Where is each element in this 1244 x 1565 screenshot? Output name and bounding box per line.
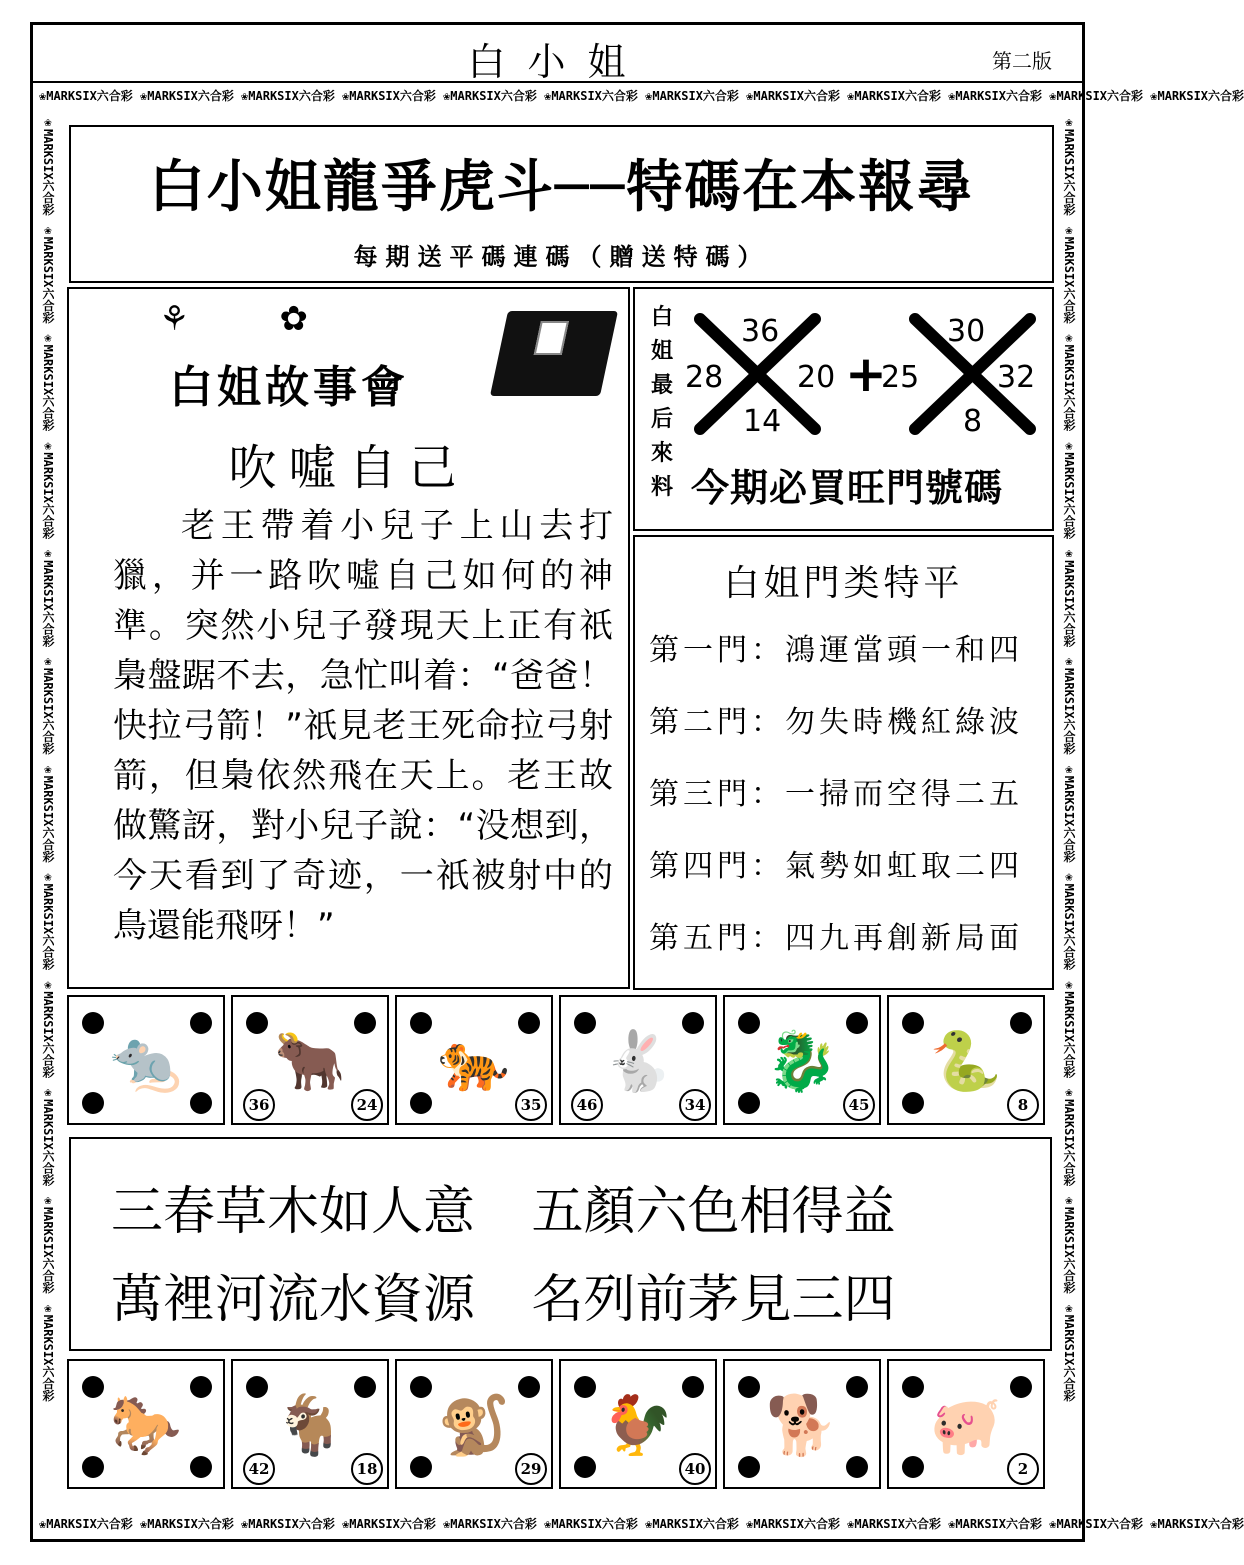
story-box	[67, 287, 630, 989]
g2-bottom: 8	[963, 404, 983, 439]
zodiac-card	[231, 1359, 389, 1489]
coin-dot-icon	[518, 1012, 540, 1034]
plus-sign: +	[845, 345, 887, 403]
tiger-icon: 🐅	[437, 1027, 511, 1095]
pick-box	[633, 287, 1054, 531]
number-ball: 34	[679, 1089, 711, 1121]
coin-dot-icon	[190, 1012, 212, 1034]
page-header	[33, 25, 1082, 83]
number-ball: 46	[571, 1089, 603, 1121]
snake-icon: 🐍	[929, 1027, 1003, 1095]
edition-label: 第二版	[992, 49, 1052, 73]
coin-dot-icon	[902, 1456, 924, 1478]
poem-box	[69, 1137, 1052, 1351]
coin-dot-icon	[846, 1012, 868, 1034]
coin-dot-icon	[682, 1376, 704, 1398]
coin-dot-icon	[574, 1012, 596, 1034]
coin-dot-icon	[738, 1092, 760, 1114]
coin-dot-icon	[354, 1376, 376, 1398]
coin-dot-icon	[190, 1092, 212, 1114]
g2-right: 32	[997, 360, 1036, 395]
flower-icon: ✿	[279, 299, 398, 339]
zodiac-card	[395, 995, 553, 1125]
headline-box	[69, 125, 1054, 283]
number-ball: 18	[351, 1453, 383, 1485]
number-ball: 36	[243, 1089, 275, 1121]
book-icon	[490, 311, 618, 396]
pick-side-label: 白姐最后來料	[650, 305, 673, 500]
rat-icon: 🐀	[109, 1027, 183, 1095]
coin-dot-icon	[1010, 1376, 1032, 1398]
coin-dot-icon	[354, 1012, 376, 1034]
coin-dot-icon	[902, 1012, 924, 1034]
newspaper-page	[30, 22, 1244, 1542]
coin-dot-icon	[738, 1012, 760, 1034]
g1-top: 36	[741, 314, 780, 349]
gate-row: 第一門：鴻運當頭一和四	[649, 633, 1023, 668]
number-ball: 42	[243, 1453, 275, 1485]
zodiac-card	[231, 995, 389, 1125]
subheadline: 每期送平碼連碼（贈送特碼）	[353, 243, 770, 271]
zodiac-card	[67, 1359, 225, 1489]
coin-dot-icon	[410, 1376, 432, 1398]
coin-dot-icon	[1010, 1012, 1032, 1034]
gate-row: 第四門：氣勢如虹取二四	[649, 849, 1023, 884]
zodiac-card	[395, 1359, 553, 1489]
coin-dot-icon	[246, 1376, 268, 1398]
zodiac-card	[723, 1359, 881, 1489]
ox-icon: 🐂	[273, 1027, 347, 1095]
poem-line-2: 萬裡河流水資源 名列前茅見三四	[111, 1270, 896, 1330]
marksix-ribbon-left: ❀MARKSIX六合彩 ❀MARKSIX六合彩 ❀MARKSIX六合彩 ❀MARKSIX六合彩 ❀MARKSIX六合彩 ❀MARKSIX六合彩 ❀MARKSIX六合彩 ❀MARKSIX六合彩 ❀MARKSIX六合彩 ❀MARKSIX六合彩 ❀MARKSIX六合彩 ❀MARKSIX六合彩	[41, 115, 55, 1402]
goat-icon: 🐐	[273, 1391, 347, 1459]
pick-main-text: 今期必買旺門號碼	[691, 466, 1004, 510]
coin-dot-icon	[82, 1012, 104, 1034]
zodiac-card	[67, 995, 225, 1125]
dog-icon: 🐕	[765, 1391, 839, 1459]
coin-dot-icon	[846, 1456, 868, 1478]
gates-title: 白姐門类特平	[723, 563, 964, 604]
poem-line-1: 三春草木如人意 五顏六色相得益	[111, 1182, 896, 1242]
zodiac-row-bottom	[67, 1359, 1052, 1489]
coin-dot-icon	[574, 1376, 596, 1398]
coin-dot-icon	[82, 1376, 104, 1398]
pick-numbers-graphic	[685, 299, 1045, 449]
gate-row: 第三門：一掃而空得二五	[649, 777, 1023, 812]
marksix-ribbon-bottom: ❀MARKSIX六合彩 ❀MARKSIX六合彩 ❀MARKSIX六合彩 ❀MARKSIX六合彩 ❀MARKSIX六合彩 ❀MARKSIX六合彩 ❀MARKSIX六合彩 ❀MARKSIX六合彩 ❀MARKSIX六合彩 ❀MARKSIX六合彩 ❀MARKSIX六合彩 ❀MARKSIX六合彩	[39, 1517, 1244, 1531]
number-ball: 8	[1007, 1089, 1039, 1121]
coin-dot-icon	[738, 1376, 760, 1398]
page-title: 白小姐	[467, 40, 648, 84]
coin-dot-icon	[82, 1092, 104, 1114]
g2-left: 25	[881, 360, 920, 395]
coin-dot-icon	[190, 1456, 212, 1478]
story-body: 老王帶着小兒子上山去打獵，并一路吹噓自己如何的神準。突然小兒子發現天上正有祇梟盤踞不去，急忙叫着：“爸爸！快拉弓箭！”祇見老王死命拉弓射箭，但梟依然飛在天上。老王故做驚訝，對小兒子說：“没想到，今天看到了奇迹，一祇被射中的鳥還能飛呀！”	[113, 506, 613, 946]
zodiac-card	[887, 995, 1045, 1125]
gates-box	[633, 535, 1054, 990]
coin-dot-icon	[410, 1012, 432, 1034]
coin-dot-icon	[902, 1376, 924, 1398]
number-ball: 45	[843, 1089, 875, 1121]
coin-dot-icon	[682, 1012, 704, 1034]
zodiac-row-top	[67, 995, 1052, 1125]
coin-dot-icon	[410, 1456, 432, 1478]
rooster-icon: 🐓	[601, 1391, 675, 1459]
coin-dot-icon	[518, 1376, 540, 1398]
tulip-icon: ⚘	[159, 299, 280, 339]
horse-icon: 🐎	[109, 1391, 183, 1459]
coin-dot-icon	[190, 1376, 212, 1398]
zodiac-card	[559, 995, 717, 1125]
g1-bottom: 14	[743, 404, 782, 439]
rabbit-icon: 🐇	[601, 1027, 675, 1095]
number-ball: 40	[679, 1453, 711, 1485]
headline: 白小姐龍爭虎斗──特碼在本報尋	[148, 155, 975, 220]
g1-right: 20	[797, 360, 836, 395]
story-heading: 白姐故事會	[169, 362, 409, 413]
coin-dot-icon	[738, 1456, 760, 1478]
number-ball: 2	[1007, 1453, 1039, 1485]
g2-top: 30	[947, 314, 986, 349]
coin-dot-icon	[574, 1456, 596, 1478]
coin-dot-icon	[246, 1012, 268, 1034]
story-decoration	[159, 299, 398, 339]
marksix-ribbon-right: ❀MARKSIX六合彩 ❀MARKSIX六合彩 ❀MARKSIX六合彩 ❀MARKSIX六合彩 ❀MARKSIX六合彩 ❀MARKSIX六合彩 ❀MARKSIX六合彩 ❀MARKSIX六合彩 ❀MARKSIX六合彩 ❀MARKSIX六合彩 ❀MARKSIX六合彩 ❀MARKSIX六合彩	[1062, 115, 1076, 1402]
zodiac-card	[559, 1359, 717, 1489]
zodiac-card	[723, 995, 881, 1125]
coin-dot-icon	[902, 1092, 924, 1114]
marksix-ribbon-top: ❀MARKSIX六合彩 ❀MARKSIX六合彩 ❀MARKSIX六合彩 ❀MARKSIX六合彩 ❀MARKSIX六合彩 ❀MARKSIX六合彩 ❀MARKSIX六合彩 ❀MARKSIX六合彩 ❀MARKSIX六合彩 ❀MARKSIX六合彩 ❀MARKSIX六合彩 ❀MARKSIX六合彩	[39, 89, 1244, 103]
coin-dot-icon	[846, 1376, 868, 1398]
dragon-icon: 🐉	[765, 1027, 839, 1095]
gate-row: 第五門：四九再創新局面	[649, 921, 1023, 956]
coin-dot-icon	[410, 1092, 432, 1114]
monkey-icon: 🐒	[437, 1391, 511, 1459]
number-ball: 24	[351, 1089, 383, 1121]
coin-dot-icon	[82, 1456, 104, 1478]
zodiac-card	[887, 1359, 1045, 1489]
story-title: 吹噓自己	[228, 440, 469, 496]
pig-icon: 🐖	[929, 1391, 1003, 1459]
number-ball: 29	[515, 1453, 547, 1485]
gate-row: 第二門：勿失時機紅綠波	[649, 705, 1023, 740]
number-ball: 35	[515, 1089, 547, 1121]
g1-left: 28	[685, 360, 724, 395]
